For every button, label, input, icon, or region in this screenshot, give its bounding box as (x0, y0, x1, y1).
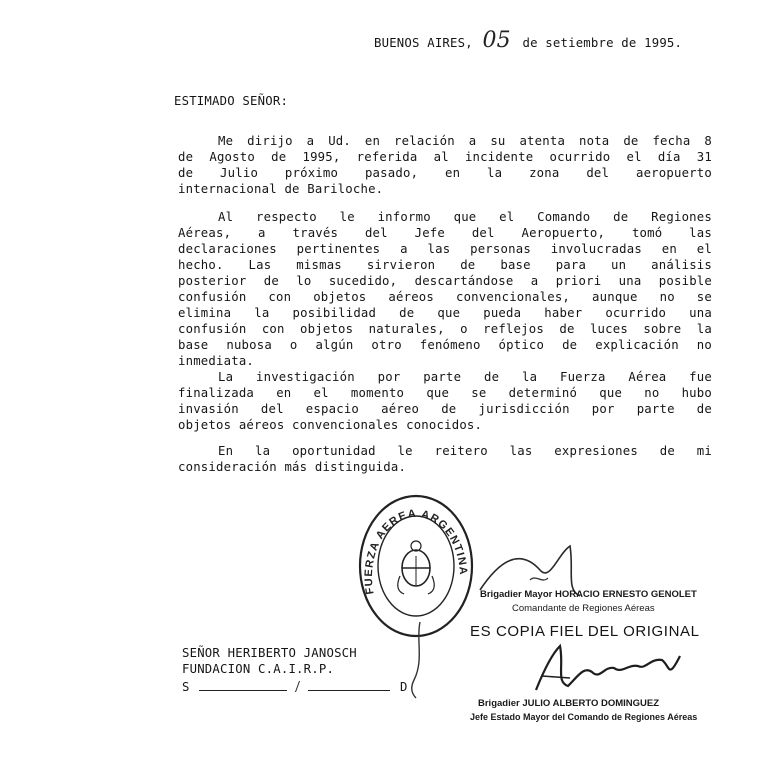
paragraph-line: Aéreas, a través del Jefe del Aeropuerto, tomó las (178, 226, 712, 240)
slash-divider (295, 681, 301, 692)
paragraph-line: internacional de Bariloche. (178, 182, 384, 196)
paragraph-line: de Agosto de 1995, referida al incidente ocurrido el día 31 (178, 150, 712, 164)
signatory-2-name: Brigadier JULIO ALBERTO DOMINGUEZ (478, 698, 660, 709)
blank-line-2 (308, 690, 390, 691)
addressee-name: SEÑOR HERIBERTO JANOSCH (182, 646, 357, 660)
signatory-1-name: Brigadier Mayor HORACIO ERNESTO GENOLET (480, 589, 697, 600)
s-label: S (182, 680, 190, 694)
paragraph-line: confusión con objetos aéreos convencionales, aunque no se (178, 290, 712, 304)
seal-emblem-icon (354, 490, 478, 640)
date-city: BUENOS AIRES, (374, 36, 473, 50)
paragraph-line: Me dirijo a Ud. en relación a su atenta nota de fecha 8 (218, 134, 712, 148)
paragraph-3 (178, 369, 712, 433)
paragraph-line: posterior de lo sucedido, descartándose a priori una posible (178, 274, 712, 288)
paragraph-line: finalizada en el momento que se determinó que no hubo (178, 386, 712, 400)
paragraph-line: Al respecto le informo que el Comando de Regiones (218, 210, 712, 224)
paragraph-line: invasión del espacio aéreo de jurisdicción por parte de (178, 402, 712, 416)
d-label: D (400, 680, 408, 694)
blank-line-1 (199, 690, 287, 691)
paragraph-line: objetos aéreos convencionales conocidos. (178, 418, 483, 432)
salutation: ESTIMADO SEÑOR: (174, 94, 289, 108)
addressee-org: FUNDACION C.A.I.R.P. (182, 662, 335, 676)
paragraph-line: declaraciones pertinentes a las personas involucradas en el (178, 242, 712, 256)
signatory-2-title: Jefe Estado Mayor del Comando de Regiones Aéreas (470, 712, 698, 722)
signature-2-icon (530, 636, 690, 698)
paragraph-line: inmediata. (178, 354, 255, 368)
paragraph-line: de Julio próximo pasado, en la zona del aeropuerto (178, 166, 712, 180)
date-day-handwritten: 05 (482, 28, 511, 53)
addressee-sd-line (182, 679, 408, 695)
paragraph-line: hecho. Las mismas sirvieron de base para un análisis (178, 258, 712, 272)
paragraph-1 (178, 133, 712, 197)
date-line (374, 28, 683, 53)
signatory-1-title: Comandante de Regiones Aéreas (512, 603, 655, 614)
copy-stamp: ES COPIA FIEL DEL ORIGINAL (470, 623, 700, 640)
date-rest: de setiembre de 1995. (522, 36, 683, 50)
paragraph-2 (178, 209, 712, 369)
paragraph-4 (178, 443, 712, 475)
paragraph-line: consideración más distinguida. (178, 460, 407, 474)
paragraph-line: base nubosa o algún otro fenómeno óptico de explicación no (178, 338, 712, 352)
paragraph-line: elimina la posibilidad de que pueda haber ocurrido una (178, 306, 712, 320)
paragraph-line: En la oportunidad le reitero las expresiones de mi (218, 444, 712, 458)
official-seal (354, 490, 478, 640)
paragraph-line: La investigación por parte de la Fuerza Aérea fue (218, 370, 712, 384)
paragraph-line: confusión con objetos naturales, o reflejos de luces sobre la (178, 322, 712, 336)
seal-text: FUERZA AEREA ARGENTINA (362, 507, 470, 596)
